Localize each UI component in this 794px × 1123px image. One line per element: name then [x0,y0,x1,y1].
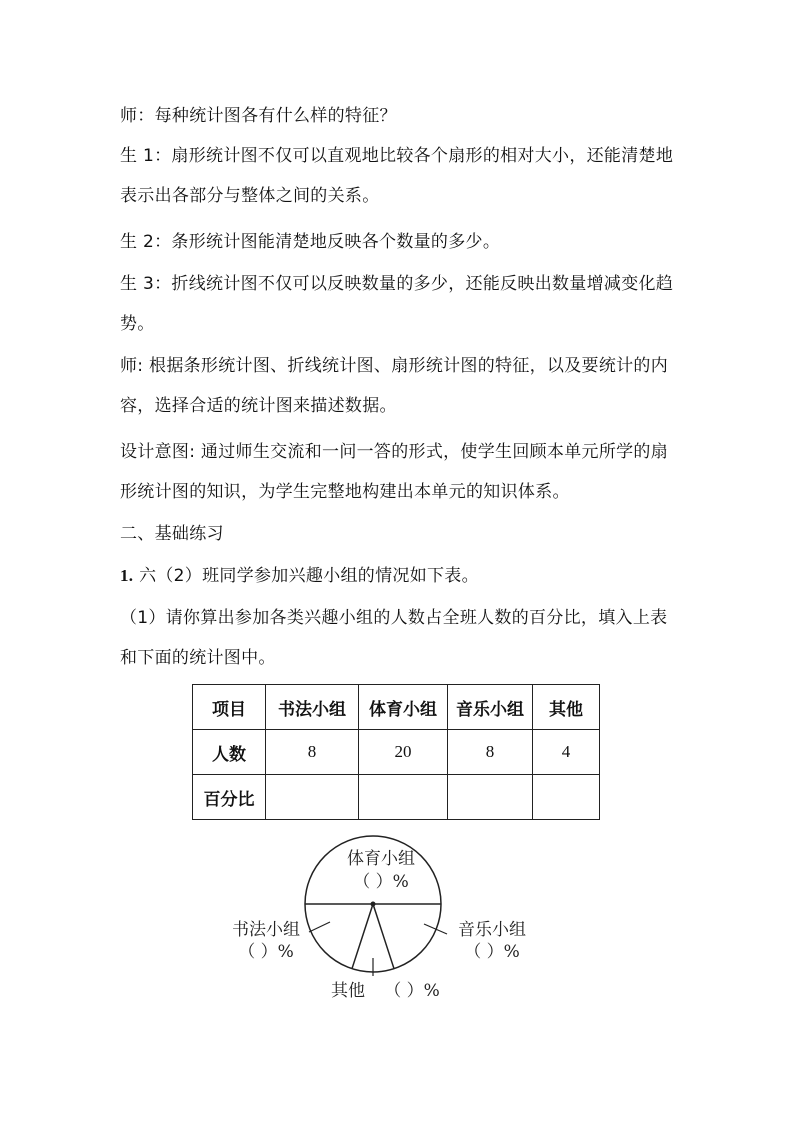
table-header-cell: 其他 [533,685,600,730]
question-1-text: 六（2）班同学参加兴趣小组的情况如下表。 [139,566,479,586]
paragraph-student-3 [120,264,680,344]
pie-slice-divider [352,904,373,969]
table-blank-cell[interactable] [266,775,359,820]
question-1-number: 1. [120,566,134,585]
pie-center-dot [371,902,376,907]
paragraph-teacher-question: 师：每种统计图各有什么样的特征？ [120,106,397,126]
table-header-cell: 音乐小组 [448,685,533,730]
question-1 [120,556,680,596]
table-header-cell: 体育小组 [359,685,448,730]
slice-blank-other[interactable]: （ ）% [384,981,440,1001]
table-cell: 8 [448,730,533,775]
paragraph-student-2 [120,222,680,262]
paragraph-student-1 [120,136,680,216]
table-header-cell: 书法小组 [266,685,359,730]
calligraphy-leader-line [309,922,330,932]
interest-group-table [192,684,600,820]
slice-blank-calligraphy[interactable]: （ ）% [238,942,294,962]
section-heading-basic-practice: 二、基础练习 [120,524,224,544]
table-header-cell: 项目 [193,685,266,730]
table-cell: 20 [359,730,448,775]
slice-blank-sports[interactable]: （ ）% [353,872,409,892]
student-2-text: 条形统计图能清楚地反映各个数量的多少。 [171,232,501,252]
student-1-text: 扇形统计图不仅可以直观地比较各个扇形的相对大小，还能清楚地表示出各部分与整体之间的关系。 [120,146,674,206]
table-row-label: 人数 [193,730,266,775]
table-blank-cell[interactable] [448,775,533,820]
pie-chart [0,820,794,1020]
table-row-label: 百分比 [193,775,266,820]
student-3-text: 折线统计图不仅可以反映数量的多少，还能反映出数量增减变化趋势。 [120,274,674,334]
slice-blank-music[interactable]: （ ）% [464,942,520,962]
table-blank-cell[interactable] [359,775,448,820]
question-1-part-1: （1）请你算出参加各类兴趣小组的人数占全班人数的百分比，填入上表和下面的统计图中。 [120,608,668,668]
slice-label-sports: 体育小组 [347,849,415,869]
table-cell: 4 [533,730,600,775]
pie-slice-divider [373,904,394,969]
table-row-percent [193,775,600,820]
student-1-label: 生 1： [120,146,172,166]
paragraph-design-intent: 设计意图: 通过师生交流和一问一答的形式，使学生回顾本单元所学的扇形统计图的知识，为学生完整地构建出本单元的知识体系。 [120,442,669,502]
slice-label-calligraphy: 书法小组 [232,920,300,940]
table-blank-cell[interactable] [533,775,600,820]
student-2-label: 生 2： [120,232,172,252]
paragraph-teacher-summary: 师: 根据条形统计图、折线统计图、扇形统计图的特征，以及要统计的内容，选择合适的统计图来描述数据。 [120,356,669,416]
table-header-row [193,685,600,730]
slice-label-other: 其他 [331,981,365,1001]
table-cell: 8 [266,730,359,775]
student-3-label: 生 3： [120,274,172,294]
table-row-people [193,730,600,775]
slice-label-music: 音乐小组 [458,920,526,940]
